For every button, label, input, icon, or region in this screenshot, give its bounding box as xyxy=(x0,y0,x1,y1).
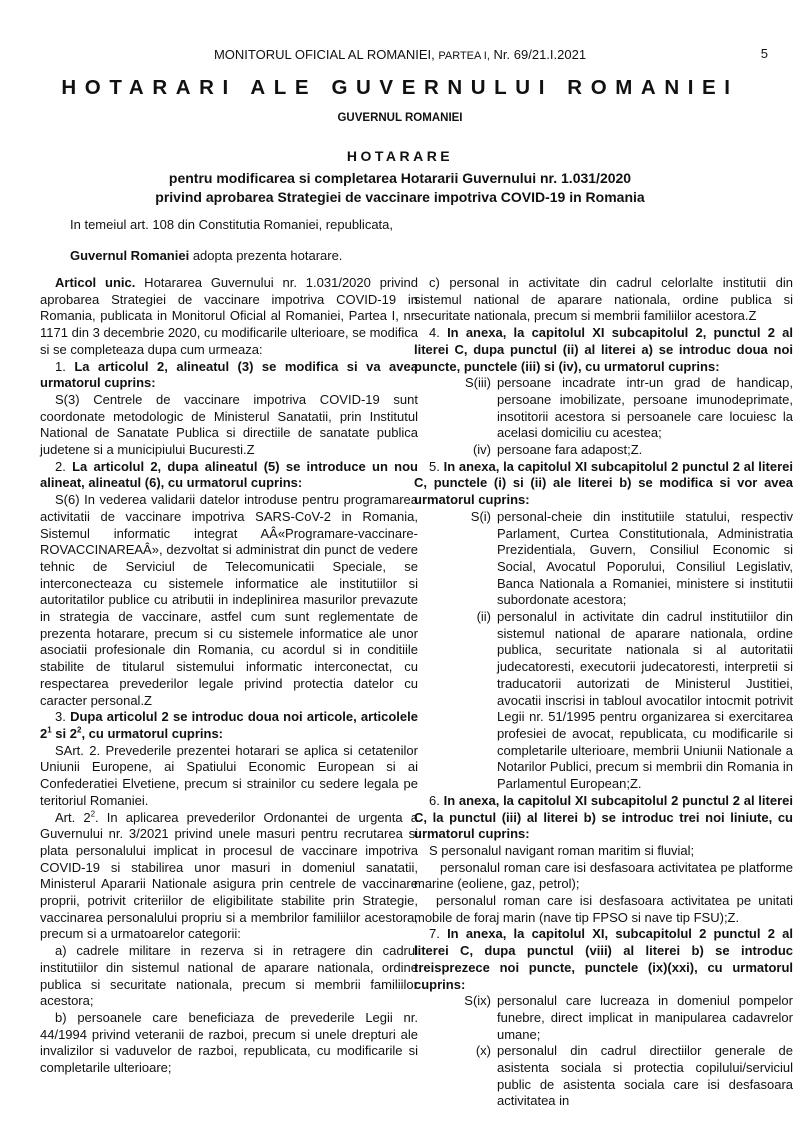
point-1-text: S(3) Centrele de vaccinare impotriva COVID-19 sunt coordonate metodologic de Ministerul Sanatatii, prin Institutul National de Sanatate Publica si directiile de sanatate publica judetene si a municipiului Bucuresti.Z xyxy=(40,391,418,458)
point-1-heading xyxy=(40,359,418,392)
subpoint-label: S(iii) xyxy=(465,375,491,391)
item-a: a) cadrele militare in rezerva si in retragere din cadrul institutiilor din sistemul national de aparare nationala, ordine publica si securitate nationala, precum si membrii familiilor acestora; xyxy=(40,943,418,1009)
point-number: 1. xyxy=(55,358,75,374)
point-heading-text: In anexa, la capitolul XI, subcapitolul 2 punctul 2 al literei C, dupa punctul (viii) al literei b) se introduc treisprezece noi puncte, punctele (ix)(xxi), cu urmatorul cuprins: xyxy=(414,926,793,992)
right-column xyxy=(414,275,793,1110)
point-number: 3. xyxy=(55,709,71,725)
dash-item-1: S personalul navigant roman maritim si fluvial; xyxy=(429,842,695,858)
superscript: 2 xyxy=(76,725,82,735)
item-c: c) personal in activitate din cadrul celorlalte institutii din sistemul national de aparare nationala, ordine publica si securitate nationala, precum si membrii familiilor acestora.Z xyxy=(414,275,793,324)
article-text: . Prevederile prezentei hotarari se aplica si cetatenilor Uniunii Europene, ai Spatiului Economic European si ai Confederatiei Elvetiene, precum si strainilor cu sedere legala pe teritoriul Romaniei. xyxy=(40,742,418,808)
article-label: SArt. 2 xyxy=(55,742,97,758)
point-heading-text: In anexa, la capitolul XI subcapitolul 2 punctul 2 al literei C, la punctul (iii) al literei b) se introduc trei noi liniute, cu urmatorul cuprins: xyxy=(414,792,793,842)
item-b: b) persoanele care beneficiaza de prevederile Legii nr. 44/1994 privind veteranii de razboi, precum si unele drepturi ale invalizilor si vaduvelor de razboi, republicata, cu modificarile si completarile ulterioare; xyxy=(40,1009,418,1076)
subpoint-ix xyxy=(414,993,793,1043)
subpoint-text: personal-cheie din institutiile statului, respectiv Parlament, Curtea Constitutionala, Administratia Prezidentiala, Guvern, Consiliul Economic si Social, Avocatul Poporului, Consiliul Legislativ, Banca Nationala a Romaniei, ministere si institutii subordonate acestora; xyxy=(497,508,793,608)
superscript: 1 xyxy=(47,725,52,735)
adoption-statement xyxy=(70,248,342,263)
subpoint-i xyxy=(414,509,793,609)
subpoint-label: S(i) xyxy=(470,508,491,524)
article-label: Articol unic. xyxy=(55,275,136,290)
article-text: Hotararea Guvernului nr. 1.031/2020 privind aprobarea Strategiei de vaccinare impotriva COVID-19 in Romania, publicata in Monitorul Oficial al Romaniei, Partea I, nr. 1171 din 3 decembrie 2020, cu modificarile ulterioare, se modifica si se completeaza dupa cum urmeaza: xyxy=(40,275,418,357)
adopting-body: Guvernul Romaniei xyxy=(70,248,190,263)
publication-part: PARTEA I, xyxy=(438,50,490,62)
page-number: 5 xyxy=(760,46,768,61)
single-article xyxy=(40,275,418,359)
decision-title: HOTARARE xyxy=(346,148,454,164)
subpoint-x xyxy=(414,1043,793,1110)
subpoint-iv xyxy=(414,442,793,459)
subpoint-text: persoane fara adapost;Z. xyxy=(497,442,643,458)
point-6-heading xyxy=(414,793,793,843)
adoption-text: adopta prezenta hotarare. xyxy=(189,248,343,263)
point-2-heading xyxy=(40,459,418,492)
subpoint-iii xyxy=(414,375,793,442)
left-column xyxy=(40,275,418,1077)
article-text: . In aplicarea prevederilor Ordonantei de urgenta a Guvernului nr. 3/2021 privind unele masuri pentru recrutarea si plata personalului implicat in procesul de vaccinare impotriva COVID-19 si stabilirea unor masuri in domeniul sanatatii, Ministerul Apararii Nationale asigura prin centrele de vaccinare proprii, potrivit criteriilor de eligibilitate stabilite prin Strategie, vaccinarea personalului propriu si a membrilor familiilor acestora, precum si a urmatoarelor categorii: xyxy=(40,809,418,942)
article-2-1 xyxy=(40,743,418,810)
point-heading-text: La articolul 2, alineatul (3) se modifica si va avea urmatorul cuprins: xyxy=(40,358,418,391)
point-number: 6. xyxy=(429,792,444,808)
subpoint-text: persoane incadrate intr-un grad de handicap, persoane imobilizate, persoane imunodeprimate, insotitorii acestora si persoanele care locuiesc la acelasi domiciliu cu acestea; xyxy=(497,375,793,441)
issue-number: Nr. 69/21.I.2021 xyxy=(493,47,587,62)
section-title: HOTARARI ALE GUVERNULUI ROMANIEI xyxy=(61,76,739,99)
point-number: 2. xyxy=(55,458,73,474)
subpoint-label: (x) xyxy=(475,1043,491,1059)
subpoint-ii xyxy=(414,609,793,793)
subpoint-text: personalul din cadrul directiilor generale de asistenta sociala si protectia copilului/serviciul public de asistenta sociala care isi desfasoara activitatea in xyxy=(497,1043,793,1109)
point-heading-text: In anexa, la capitolul XI subcapitolul 2, punctul 2 al literei C, dupa punctul (ii) al literei a) se introduc doua noi puncte, punctele (iii) si (iv), cu urmatorul cuprins: xyxy=(414,325,793,374)
subpoint-label: (iv) xyxy=(472,442,491,458)
heading-part: , cu urmatorul cuprins: xyxy=(81,725,224,741)
decision-subtitle-line1: pentru modificarea si completarea Hotararii Guvernului nr. 1.031/2020 xyxy=(168,170,632,186)
article-label: Art. 2 xyxy=(55,809,91,825)
subpoint-text: personalul care lucreaza in domeniul pompelor funebre, direct implicat in manipularea cadavrelor umane; xyxy=(497,993,793,1042)
point-number: 4. xyxy=(429,325,448,341)
page-header xyxy=(0,47,800,62)
subpoint-label: S(ix) xyxy=(464,993,491,1009)
dash-item-3: personalul roman care isi desfasoara activitatea pe unitati mobile de foraj marin (nave tip FPSO si nave tip FSU);Z. xyxy=(414,893,793,925)
publication-name: MONITORUL OFICIAL AL ROMANIEI, xyxy=(213,47,435,62)
point-heading-text: In anexa, la capitolul XI subcapitolul 2 punctul 2 al literei C, punctele (i) si (ii) ale literei b) se modifica si vor avea urmatorul cuprins: xyxy=(414,458,793,508)
point-5-heading xyxy=(414,459,793,509)
point-7-heading xyxy=(414,926,793,993)
legal-basis: In temeiul art. 108 din Constitutia Romaniei, republicata, xyxy=(70,217,394,232)
point-heading-text xyxy=(40,709,418,741)
dash-item-2: personalul roman care isi desfasoara activitatea pe platforme marine (eoliene, gaz, petrol); xyxy=(414,859,793,892)
point-4-heading xyxy=(414,325,793,375)
article-2-2 xyxy=(40,810,418,944)
point-heading-text: La articolul 2, dupa alineatul (5) se introduce un nou alineat, alineatul (6), cu urmatorul cuprins: xyxy=(40,458,418,491)
subpoint-text: personalul in activitate din cadrul institutiilor din sistemul national de aparare nationala, ordine publica, securitate nationala si al autoritatii judecatoresti, executorii judecatoresti, interpretii si traducatorii autorizati de Ministerul Justitiei, avocatii inscrisi in tabloul avocatilor intocmit potrivit Legii nr. 51/1995 pentru organizarea si exercitarea profesiei de avocat, republicata, cu modificarile si completarile ulterioare, membrii Uniunii Nationale a Notarilor Publici, precum si membrii din Romania in Parlamentul European;Z. xyxy=(497,609,793,792)
point-3-heading xyxy=(40,709,418,742)
issuer-name: GUVERNUL ROMANIEI xyxy=(337,112,463,124)
decision-subtitle-line2: privind aprobarea Strategiei de vaccinare impotriva COVID-19 in Romania xyxy=(155,189,645,205)
subpoint-label: (ii) xyxy=(476,609,491,625)
heading-part: Dupa articolul 2 se introduc doua noi articole, articolele 2 xyxy=(40,709,418,741)
point-number: 7. xyxy=(429,926,448,942)
point-2-text: S(6) In vederea validarii datelor introduse pentru programarea activitatii de vaccinare impotriva SARS-CoV-2 in Romania, Sistemul informatic integrat AÂ«Programare-vaccinare-ROVACCINAREAÂ», dezvoltat si administrat din punct de vedere tehnic de Serviciul de Telecomunicatii Speciale, se interconecteaza cu sistemele informatice ale institutiilor si autoritatilor publice cu atributii in indeplinirea masurilor prevazute in strategia de vaccinare, astfel cum sunt reglementate de prezenta hotarare, precum si cu sistemele informatice ale unor asociatii profesionale din Romania, cu acordul si in conditiile stabilite de titularul sistemului informatic interconectat, cu respectarea prevederilor legale privind protectia datelor cu caracter personal.Z xyxy=(40,492,418,708)
superscript: 2 xyxy=(90,809,96,819)
heading-part: si 2 xyxy=(51,725,77,741)
point-number: 5. xyxy=(429,458,444,474)
